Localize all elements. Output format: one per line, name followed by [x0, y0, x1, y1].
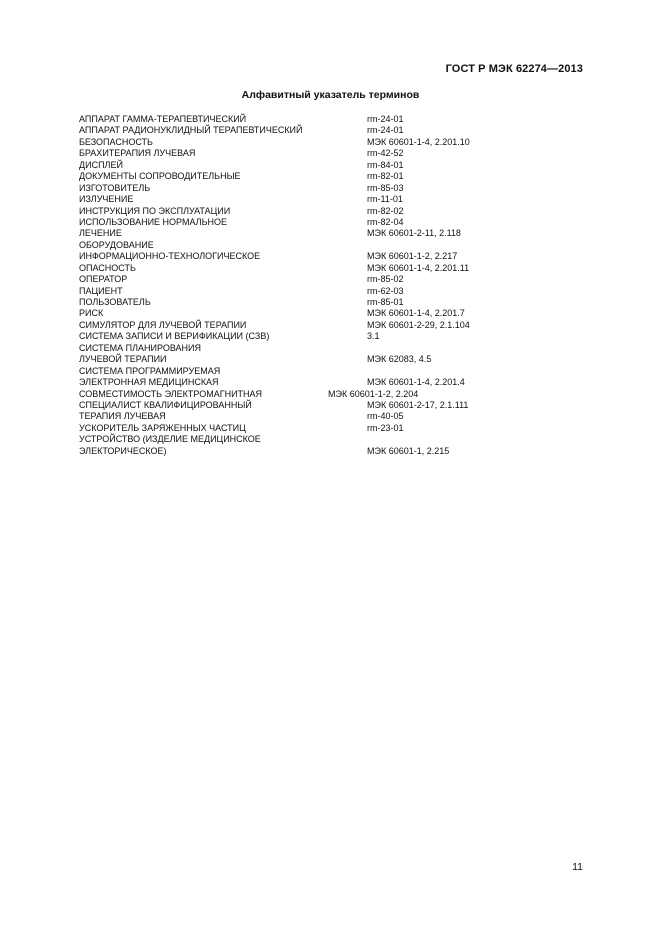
index-reference: rm-24-01	[367, 114, 404, 124]
index-entry	[79, 263, 509, 274]
index-entry	[79, 308, 509, 319]
index-term: ПОЛЬЗОВАТЕЛЬ	[79, 297, 151, 307]
index-term: ЛЕЧЕНИЕ	[79, 228, 122, 239]
index-term: ЛУЧЕВОЙ ТЕРАПИИ	[79, 354, 167, 365]
index-reference: 3.1	[367, 331, 380, 342]
index-entry	[79, 377, 509, 388]
index-term: ОПЕРАТОР	[79, 274, 128, 285]
index-entry	[79, 194, 509, 205]
index-term: РИСК	[79, 308, 104, 319]
index-term: СОВМЕСТИМОСТЬ ЭЛЕКТРОМАГНИТНАЯ	[79, 388, 263, 399]
index-term: БЕЗОПАСНОСТЬ	[79, 136, 153, 147]
index-term: СИСТЕМА ЗАПИСИ И ВЕРИФИКАЦИИ (СЗВ)	[79, 331, 270, 342]
index-entry	[79, 354, 509, 365]
index-term: УСТРОЙСТВО (ИЗДЕЛИЕ МЕДИЦИНСКОЕ	[79, 434, 261, 445]
index-entry	[79, 171, 509, 182]
index-term: ЭЛЕКТОРИЧЕСКОЕ)	[79, 445, 167, 456]
terms-index-list	[79, 114, 509, 457]
index-term: СПЕЦИАЛИСТ КВАЛИФИЦИРОВАННЫЙ	[79, 399, 252, 410]
index-reference: МЭК 60601-1-2, 2.204	[328, 388, 419, 399]
index-reference: rm-24-01	[367, 125, 404, 136]
index-entry	[79, 434, 509, 445]
index-entry	[79, 297, 509, 308]
index-entry	[79, 343, 509, 354]
index-entry	[79, 366, 509, 377]
index-entry	[79, 389, 509, 400]
index-reference: rm-82-04	[367, 216, 404, 227]
index-term: АППАРАТ РАДИОНУКЛИДНЫЙ ТЕРАПЕВТИЧЕСКИЙ	[79, 125, 303, 136]
index-entry	[79, 206, 509, 217]
index-term: ОПАСНОСТЬ	[79, 262, 136, 273]
index-entry	[79, 240, 509, 251]
index-term: СИМУЛЯТОР ДЛЯ ЛУЧЕВОЙ ТЕРАПИИ	[79, 319, 247, 330]
index-entry	[79, 446, 509, 457]
index-reference: МЭК 60601-1-4, 2.201.10	[367, 136, 470, 147]
index-reference: rm-42-52	[367, 148, 404, 159]
index-term: ИНСТРУКЦИЯ ПО ЭКСПЛУАТАЦИИ	[79, 205, 231, 216]
index-term: ИНФОРМАЦИОННО-ТЕХНОЛОГИЧЕСКОЕ	[79, 251, 261, 262]
index-term: ПАЦИЕНТ	[79, 285, 123, 296]
index-entry	[79, 286, 509, 297]
index-entry	[79, 423, 509, 434]
index-reference: МЭК 60601-1-2, 2.217	[367, 251, 458, 262]
index-reference: rm-62-03	[367, 285, 404, 296]
index-entry	[79, 148, 509, 159]
index-term: ИЗЛУЧЕНИЕ	[79, 194, 134, 205]
index-term: СИСТЕМА ПЛАНИРОВАНИЯ	[79, 342, 201, 353]
index-reference: МЭК 60601-1-4, 2.201.4	[367, 377, 465, 388]
index-reference: rm-85-03	[367, 182, 404, 193]
index-reference: rm-84-01	[367, 159, 404, 170]
index-entry	[79, 217, 509, 228]
index-reference: МЭК 60601-2-11, 2.118	[367, 228, 461, 239]
index-term: ДОКУМЕНТЫ СОПРОВОДИТЕЛЬНЫЕ	[79, 171, 241, 182]
index-reference: rm-85-02	[367, 274, 404, 285]
index-title: Алфавитный указатель терминов	[241, 89, 420, 101]
index-entry	[79, 331, 509, 342]
index-entry	[79, 137, 509, 148]
index-reference: МЭК 60601-1-4, 2.201.7	[367, 308, 465, 319]
index-term: ОБОРУДОВАНИЕ	[79, 239, 154, 250]
index-reference: rm-82-01	[367, 171, 404, 182]
index-term: ДИСПЛЕЙ	[79, 159, 123, 170]
index-reference: rm-82-02	[367, 205, 404, 216]
index-term: ИСПОЛЬЗОВАНИЕ НОРМАЛЬНОЕ	[79, 216, 227, 227]
index-term: УСКОРИТЕЛЬ ЗАРЯЖЕННЫХ ЧАСТИЦ	[79, 422, 246, 433]
index-entry	[79, 183, 509, 194]
index-reference: МЭК 60601-1-4, 2.201.11	[367, 262, 470, 273]
index-reference: МЭК 62083, 4.5	[367, 354, 432, 365]
index-reference: rm-85-01	[367, 297, 404, 307]
index-term: ЭЛЕКТРОННАЯ МЕДИЦИНСКАЯ	[79, 377, 219, 388]
index-reference: rm-23-01	[367, 422, 404, 433]
index-entry	[79, 114, 509, 125]
index-entry	[79, 320, 509, 331]
index-reference: МЭК 60601-2-29, 2.1.104	[367, 319, 470, 330]
index-reference: rm-40-05	[367, 411, 404, 422]
index-entry	[79, 160, 509, 171]
page-number: 11	[572, 861, 583, 873]
index-entry	[79, 274, 509, 285]
index-reference: rm-11-01	[367, 194, 403, 205]
index-term: АППАРАТ ГАММА-ТЕРАПЕВТИЧЕСКИЙ	[79, 114, 247, 124]
index-term: СИСТЕМА ПРОГРАММИРУЕМАЯ	[79, 365, 221, 376]
index-entry	[79, 228, 509, 239]
index-term: ТЕРАПИЯ ЛУЧЕВАЯ	[79, 411, 166, 422]
index-entry	[79, 251, 509, 262]
index-term: БРАХИТЕРАПИЯ ЛУЧЕВАЯ	[79, 148, 196, 159]
index-reference: МЭК 60601-1, 2.215	[367, 445, 450, 456]
document-code: ГОСТ Р МЭК 62274—2013	[445, 63, 583, 75]
index-entry	[79, 411, 509, 422]
index-reference: МЭК 60601-2-17, 2.1.111	[367, 399, 469, 410]
index-entry	[79, 400, 509, 411]
index-term: ИЗГОТОВИТЕЛЬ	[79, 182, 151, 193]
index-entry	[79, 125, 509, 136]
